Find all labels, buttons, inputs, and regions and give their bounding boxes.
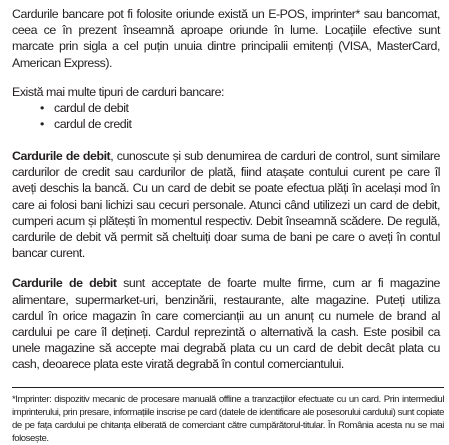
- card-types-list: [40, 100, 440, 132]
- debit-acceptance-text: sunt acceptate de foarte multe firme, cum ar fi magazine alimentare, supermarket-uri, benzinării, restaurante, alte magazine. Puteți utiliza cardul în orice magazin în care comercianții au un anunț cu numele de brand al cardului pe care îl dețineți. Cardul reprezintă o alternativă la cash. Este posibil ca unele magazine să accepte mai degrabă plata cu un card de debit decât plata cu cash, deoarece plata este virată degrabă în contul comerciantului.: [12, 276, 440, 372]
- debit-definition-text: , cunoscute și sub denumirea de carduri de control, sunt similare cardurilor de credit sau cardurilor de plată, fiind atașate contului curent pe care îl aveți deschis la bancă. Cu un card de debit se poate efectua plăți în același mod în care ai folosi bani lichizi sau cecuri personale. Atunci când utilizezi un card de debit, cumperi acum și plătești în momentul respectiv. Debit înseamnă scădere. De regulă, cardurile de debit vă permit să cheltuiți doar suma de bani pe care o aveți în contul bancar curent.: [12, 149, 440, 261]
- debit-acceptance-paragraph: [12, 275, 440, 372]
- footnote-divider: [12, 387, 444, 388]
- debit-acceptance-term: Cardurile de debit: [12, 276, 117, 291]
- card-types-intro: Există mai multe tipuri de carduri bancare:: [12, 84, 225, 99]
- footnote: *Imprinter: dispozitiv mecanic de procesare manuală offline a tranzacțiilor efectuate cu un card. Prin intermediul imprinterului, prin presare, informațiile inscrise pe card (datele de identificare ale posesorului cardului) sunt copiate de pe fața cardului pe chitanța eliberată de comerciant către cumpărătorul-titular. În România acesta nu se mai folosește.: [12, 393, 444, 445]
- list-item-label: cardul de credit: [54, 117, 132, 132]
- list-item: [40, 116, 440, 132]
- document-page: [12, 6, 444, 445]
- bullet-icon: •: [40, 101, 44, 116]
- list-item: [40, 100, 440, 116]
- debit-definition-term: Cardurile de debit: [12, 149, 111, 164]
- debit-definition-paragraph: [12, 148, 440, 261]
- bullet-icon: •: [40, 117, 44, 132]
- intro-paragraph: Cardurile bancare pot fi folosite oriunde există un E-POS, imprinter* sau bancomat, ceea ce în prezent înseamnă aproape oriunde în lume. Locațiile efective sunt marcate prin sigla a cel puțin unuia dintre principalii emitenți (VISA, MasterCard, American Express).: [12, 7, 440, 70]
- list-item-label: cardul de debit: [54, 101, 129, 116]
